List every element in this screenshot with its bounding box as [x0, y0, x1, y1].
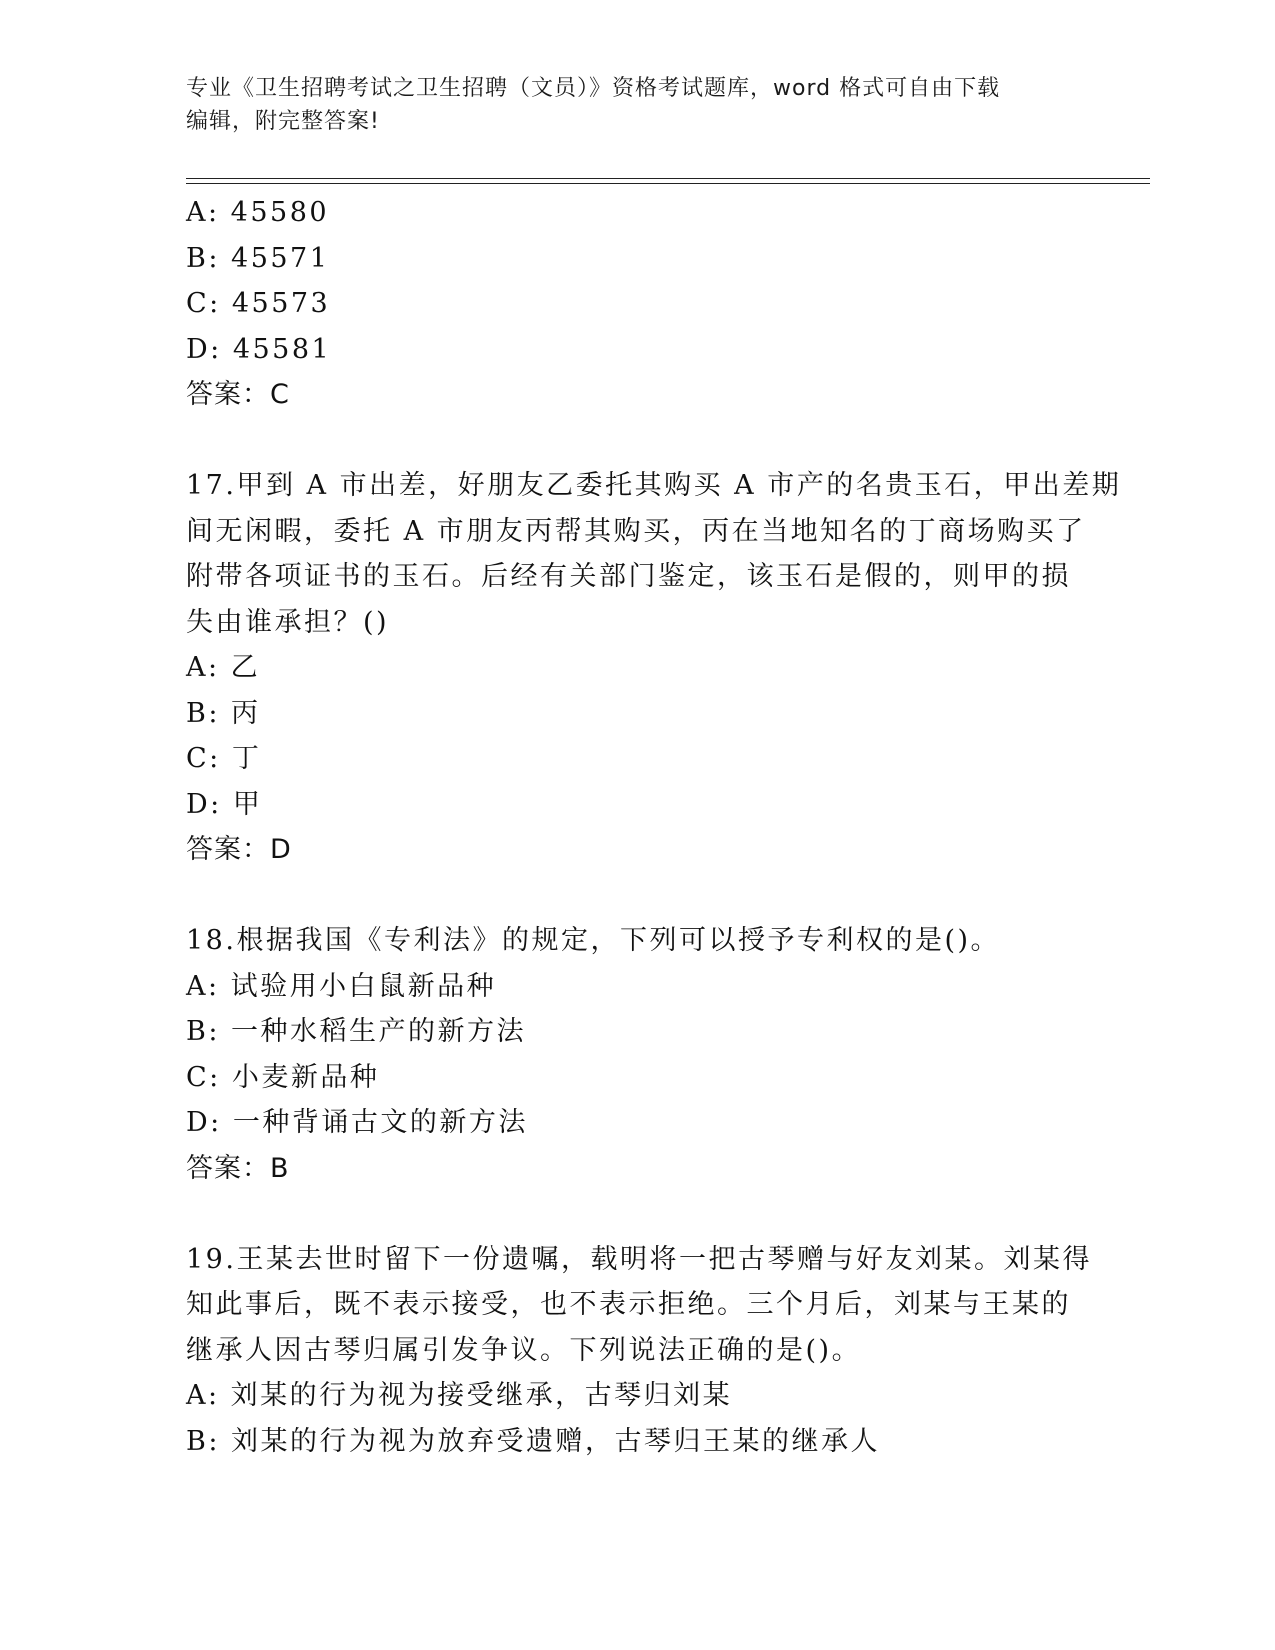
option-d: D: 一种背诵古文的新方法: [186, 1107, 528, 1138]
header-line-1: 专业《卫生招聘考试之卫生招聘（文员）》资格考试题库，word 格式可自由下载: [186, 76, 1001, 101]
option-c: C: 小麦新品种: [186, 1061, 380, 1093]
option-b: B: 45571: [186, 242, 330, 274]
header-line-2: 编辑，附完整答案!: [186, 109, 380, 134]
question-17: [186, 463, 1122, 873]
option-c: C: 丁: [186, 743, 262, 774]
option-c: C: 45573: [186, 288, 331, 319]
question-18: [186, 918, 1086, 1191]
question-stem-line: 19.王某去世时留下一份遗嘱，载明将一把古琴赠与好友刘某。刘某得: [186, 1243, 1092, 1275]
option-d: D: 45581: [186, 333, 332, 365]
spacer: [186, 873, 1086, 919]
question-stem-line: 间无闲暇，委托 A 市朋友丙帮其购买，丙在当地知名的丁商场购买了: [186, 515, 1086, 547]
option-a: A: 45580: [186, 197, 330, 228]
option-a: A: 试验用小白鼠新品种: [186, 970, 497, 1002]
option-d: D: 甲: [186, 788, 263, 820]
answer: 答案：C: [186, 379, 290, 410]
question-16: [186, 190, 1086, 418]
question-stem-line: 失由谁承担？(): [186, 606, 390, 638]
answer: 答案：B: [186, 1152, 290, 1184]
question-stem-line: 附带各项证书的玉石。后经有关部门鉴定，该玉石是假的，则甲的损: [186, 561, 1071, 592]
option-a: A: 乙: [186, 652, 261, 683]
option-b: B: 丙: [186, 697, 261, 729]
question-stem-line: 继承人因古琴归属引发争议。下列说法正确的是()。: [186, 1334, 862, 1366]
answer: 答案：D: [186, 834, 292, 865]
question-19: [186, 1237, 1092, 1465]
page-header: [186, 72, 1086, 138]
option-b: B: 刘某的行为视为放弃受遗赠，古琴归王某的继承人: [186, 1425, 881, 1457]
question-stem-line: 知此事后，既不表示接受，也不表示拒绝。三个月后，刘某与王某的: [186, 1289, 1071, 1320]
question-list: [186, 190, 1122, 1464]
question-stem-line: 17.甲到 A 市出差，好朋友乙委托其购买 A 市产的名贵玉石，甲出差期: [186, 470, 1122, 501]
option-a: A: 刘某的行为视为接受继承，古琴归刘某: [186, 1380, 733, 1411]
header-rule-bottom: [186, 183, 1150, 184]
spacer: [186, 1191, 1086, 1237]
question-stem-line: 18.根据我国《专利法》的规定，下列可以授予专利权的是()。: [186, 925, 1001, 956]
spacer: [186, 418, 1086, 464]
option-b: B: 一种水稻生产的新方法: [186, 1016, 527, 1047]
header-rule-top: [186, 178, 1150, 179]
